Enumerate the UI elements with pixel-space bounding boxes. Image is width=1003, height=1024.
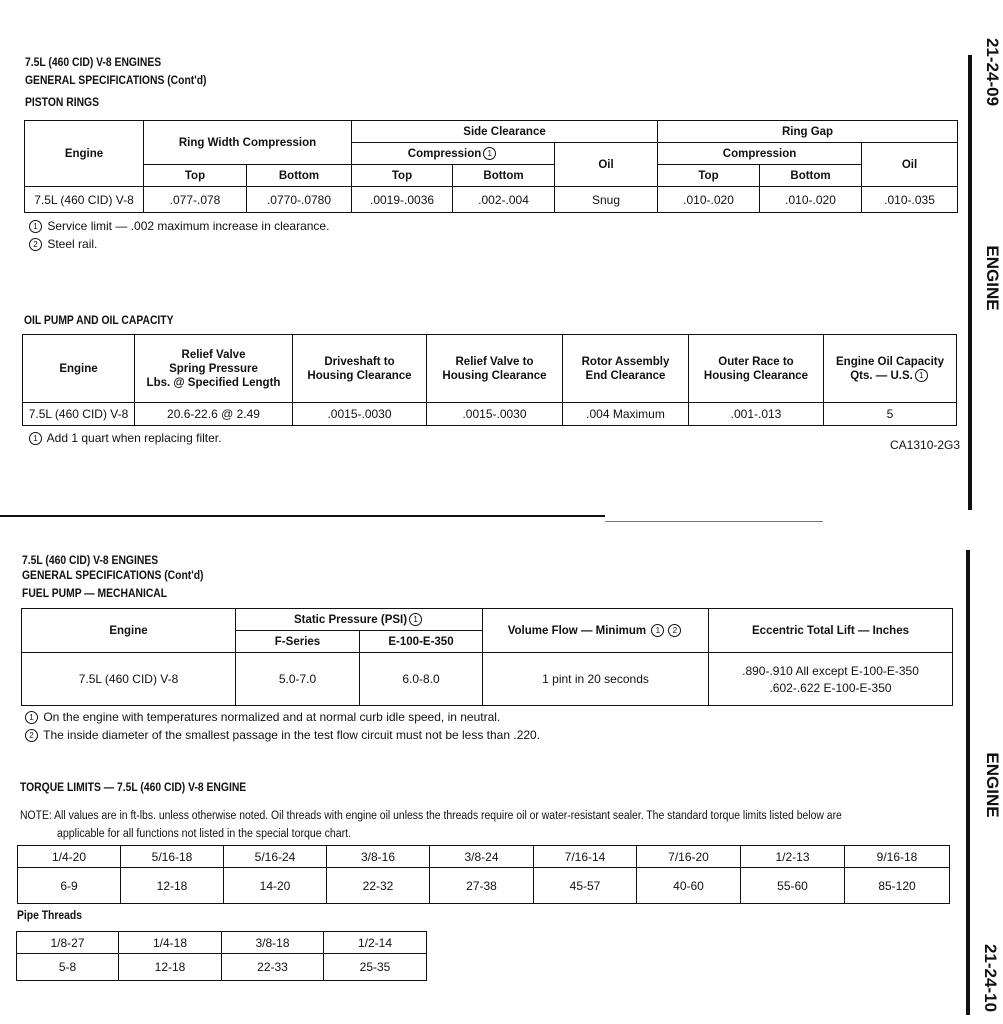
cell-engine: 7.5L (460 CID) V-8 <box>22 653 236 706</box>
col-volume-flow: Volume Flow — Minimum 1 2 <box>483 609 709 653</box>
side-bar-bottom <box>966 550 970 1015</box>
footnote-marker: 1 <box>25 711 38 724</box>
page2-heading-2: GENERAL SPECIFICATIONS (Cont'd) <box>22 570 204 582</box>
footnote-marker: 2 <box>29 238 42 251</box>
piston-rings-title: PISTON RINGS <box>25 97 99 109</box>
cell-rw-bottom: .0770-.0780 <box>247 187 352 213</box>
footnote-2: 2 Steel rail. <box>27 236 97 252</box>
oil-footnote: 1 Add 1 quart when replacing filter. <box>27 430 221 446</box>
cell-outer: .001-.013 <box>689 403 824 426</box>
cell-e-series: 6.0-8.0 <box>360 653 483 706</box>
footnote-marker: 1 <box>483 147 496 160</box>
col-driveshaft: Driveshaft to Housing Clearance <box>293 335 427 403</box>
cell-relief: 20.6-22.6 @ 2.49 <box>135 403 293 426</box>
side-page-number-bottom: 21-24-10 <box>981 943 1000 1013</box>
pipe-size-cell: 3/8-18 <box>222 932 324 954</box>
side-compression-header: Compression 1 <box>352 143 555 165</box>
torque-size-cell: 3/8-24 <box>430 846 534 868</box>
sc-top-header: Top <box>352 165 453 187</box>
col-ring-gap: Ring Gap <box>658 121 958 143</box>
rg-bottom-header: Bottom <box>760 165 862 187</box>
col-outer-race: Outer Race to Housing Clearance <box>689 335 824 403</box>
cell-sc-top: .0019-.0036 <box>352 187 453 213</box>
page-divider-tail <box>605 521 823 522</box>
side-section-label-bottom: ENGINE <box>983 752 1002 818</box>
footnote-marker: 1 <box>29 220 42 233</box>
torque-size-cell: 5/16-18 <box>121 846 224 868</box>
torque-size-cell: 1/2-13 <box>741 846 845 868</box>
torque-value-cell: 40-60 <box>637 868 741 904</box>
rg-top-header: Top <box>658 165 760 187</box>
pipe-size-cell: 1/4-18 <box>119 932 222 954</box>
table-row <box>22 653 953 706</box>
cell-rg-top: .010-.020 <box>658 187 760 213</box>
col-capacity: Engine Oil Capacity Qts. — U.S. 1 <box>824 335 957 403</box>
torque-size-cell: 1/4-20 <box>18 846 121 868</box>
cell-rotor: .004 Maximum <box>563 403 689 426</box>
cell-rg-bottom: .010-.020 <box>760 187 862 213</box>
col-ring-width: Ring Width Compression <box>144 121 352 165</box>
cell-capacity: 5 <box>824 403 957 426</box>
pipe-threads-table <box>16 931 427 981</box>
fuel-footnote-2: 2 The inside diameter of the smallest passage in the test flow circuit must not be less than .220. <box>23 727 540 743</box>
page1-heading-2: GENERAL SPECIFICATIONS (Cont'd) <box>25 75 207 87</box>
side-oil-header: Oil <box>555 143 658 187</box>
torque-size-cell: 7/16-20 <box>637 846 741 868</box>
col-eccentric-lift: Eccentric Total Lift — Inches <box>709 609 953 653</box>
cell-rg-oil: .010-.035 <box>862 187 958 213</box>
torque-value-cell: 6-9 <box>18 868 121 904</box>
col-engine: Engine <box>23 335 135 403</box>
table-row <box>23 403 957 426</box>
cell-sc-oil: Snug <box>555 187 658 213</box>
pipe-value-cell: 5-8 <box>17 954 119 981</box>
col-static-pressure: Static Pressure (PSI) 1 <box>236 609 483 631</box>
footnote-marker: 1 <box>651 624 664 637</box>
footnote-marker: 1 <box>29 432 42 445</box>
col-f-series: F-Series <box>236 631 360 653</box>
sc-bottom-header: Bottom <box>453 165 555 187</box>
footnote-marker: 1 <box>409 613 422 626</box>
oil-pump-table <box>22 334 957 426</box>
torque-value-cell: 27-38 <box>430 868 534 904</box>
torque-value-row <box>18 868 950 904</box>
cell-relief-housing: .0015-.0030 <box>427 403 563 426</box>
torque-value-cell: 45-57 <box>534 868 637 904</box>
fuel-pump-title: FUEL PUMP — MECHANICAL <box>22 588 168 600</box>
cell-driveshaft: .0015-.0030 <box>293 403 427 426</box>
torque-size-cell: 7/16-14 <box>534 846 637 868</box>
col-relief-valve: Relief Valve Spring Pressure Lbs. @ Specified Length <box>135 335 293 403</box>
col-e-series: E-100-E-350 <box>360 631 483 653</box>
pipe-value-row <box>17 954 427 981</box>
torque-size-cell: 3/8-16 <box>327 846 430 868</box>
cell-engine: 7.5L (460 CID) V-8 <box>23 403 135 426</box>
pipe-size-row <box>17 932 427 954</box>
pipe-size-cell: 1/8-27 <box>17 932 119 954</box>
col-relief-housing: Relief Valve to Housing Clearance <box>427 335 563 403</box>
torque-size-cell: 5/16-24 <box>224 846 327 868</box>
col-engine: Engine <box>25 121 144 187</box>
col-engine: Engine <box>22 609 236 653</box>
torque-value-cell: 85-120 <box>845 868 950 904</box>
footnote-marker: 2 <box>25 729 38 742</box>
torque-value-cell: 22-32 <box>327 868 430 904</box>
torque-value-cell: 55-60 <box>741 868 845 904</box>
cell-eccentric: .890-.910 All except E-100-E-350 .602-.622 E-100-E-350 <box>709 653 953 706</box>
footnote-marker: 2 <box>668 624 681 637</box>
torque-value-cell: 14-20 <box>224 868 327 904</box>
rw-top-header: Top <box>144 165 247 187</box>
gap-compression-header: Compression <box>658 143 862 165</box>
pipe-threads-title: Pipe Threads <box>17 910 82 922</box>
page2-heading-1: 7.5L (460 CID) V-8 ENGINES <box>22 555 159 567</box>
footnote-marker: 1 <box>915 369 928 382</box>
torque-note-line-1: NOTE: All values are in ft-lbs. unless otherwise noted. Oil threads with engine oil unless the threads require oil or water-resistant sealer. The standard torque limits listed below are <box>20 810 842 822</box>
torque-value-cell: 12-18 <box>121 868 224 904</box>
torque-table <box>17 845 950 904</box>
torque-note-line-2: applicable for all functions not listed in the special torque chart. <box>57 828 352 840</box>
cell-rw-top: .077-.078 <box>144 187 247 213</box>
oil-pump-title: OIL PUMP AND OIL CAPACITY <box>24 315 174 327</box>
torque-size-cell: 9/16-18 <box>845 846 950 868</box>
figure-code: CA1310-2G3 <box>890 438 961 452</box>
rw-bottom-header: Bottom <box>247 165 352 187</box>
side-bar-top <box>968 55 972 510</box>
pipe-value-cell: 25-35 <box>324 954 427 981</box>
cell-volume: 1 pint in 20 seconds <box>483 653 709 706</box>
fuel-pump-table <box>21 608 953 706</box>
pipe-value-cell: 22-33 <box>222 954 324 981</box>
piston-rings-table <box>24 120 958 213</box>
table-row <box>25 187 958 213</box>
torque-size-row <box>18 846 950 868</box>
fuel-footnote-1: 1 On the engine with temperatures normalized and at normal curb idle speed, in neutral. <box>23 709 500 725</box>
col-rotor: Rotor Assembly End Clearance <box>563 335 689 403</box>
gap-oil-header: Oil <box>862 143 958 187</box>
cell-f-series: 5.0-7.0 <box>236 653 360 706</box>
pipe-value-cell: 12-18 <box>119 954 222 981</box>
pipe-size-cell: 1/2-14 <box>324 932 427 954</box>
cell-engine: 7.5L (460 CID) V-8 <box>25 187 144 213</box>
page1-heading-1: 7.5L (460 CID) V-8 ENGINES <box>25 57 162 69</box>
page-divider <box>0 515 605 517</box>
cell-sc-bottom: .002-.004 <box>453 187 555 213</box>
side-page-number-top: 21-24-09 <box>983 37 1002 107</box>
side-section-label-top: ENGINE <box>983 245 1002 311</box>
col-side-clearance: Side Clearance <box>352 121 658 143</box>
torque-title: TORQUE LIMITS — 7.5L (460 CID) V-8 ENGINE <box>20 782 247 794</box>
footnote-1: 1 Service limit — .002 maximum increase in clearance. <box>27 218 329 234</box>
